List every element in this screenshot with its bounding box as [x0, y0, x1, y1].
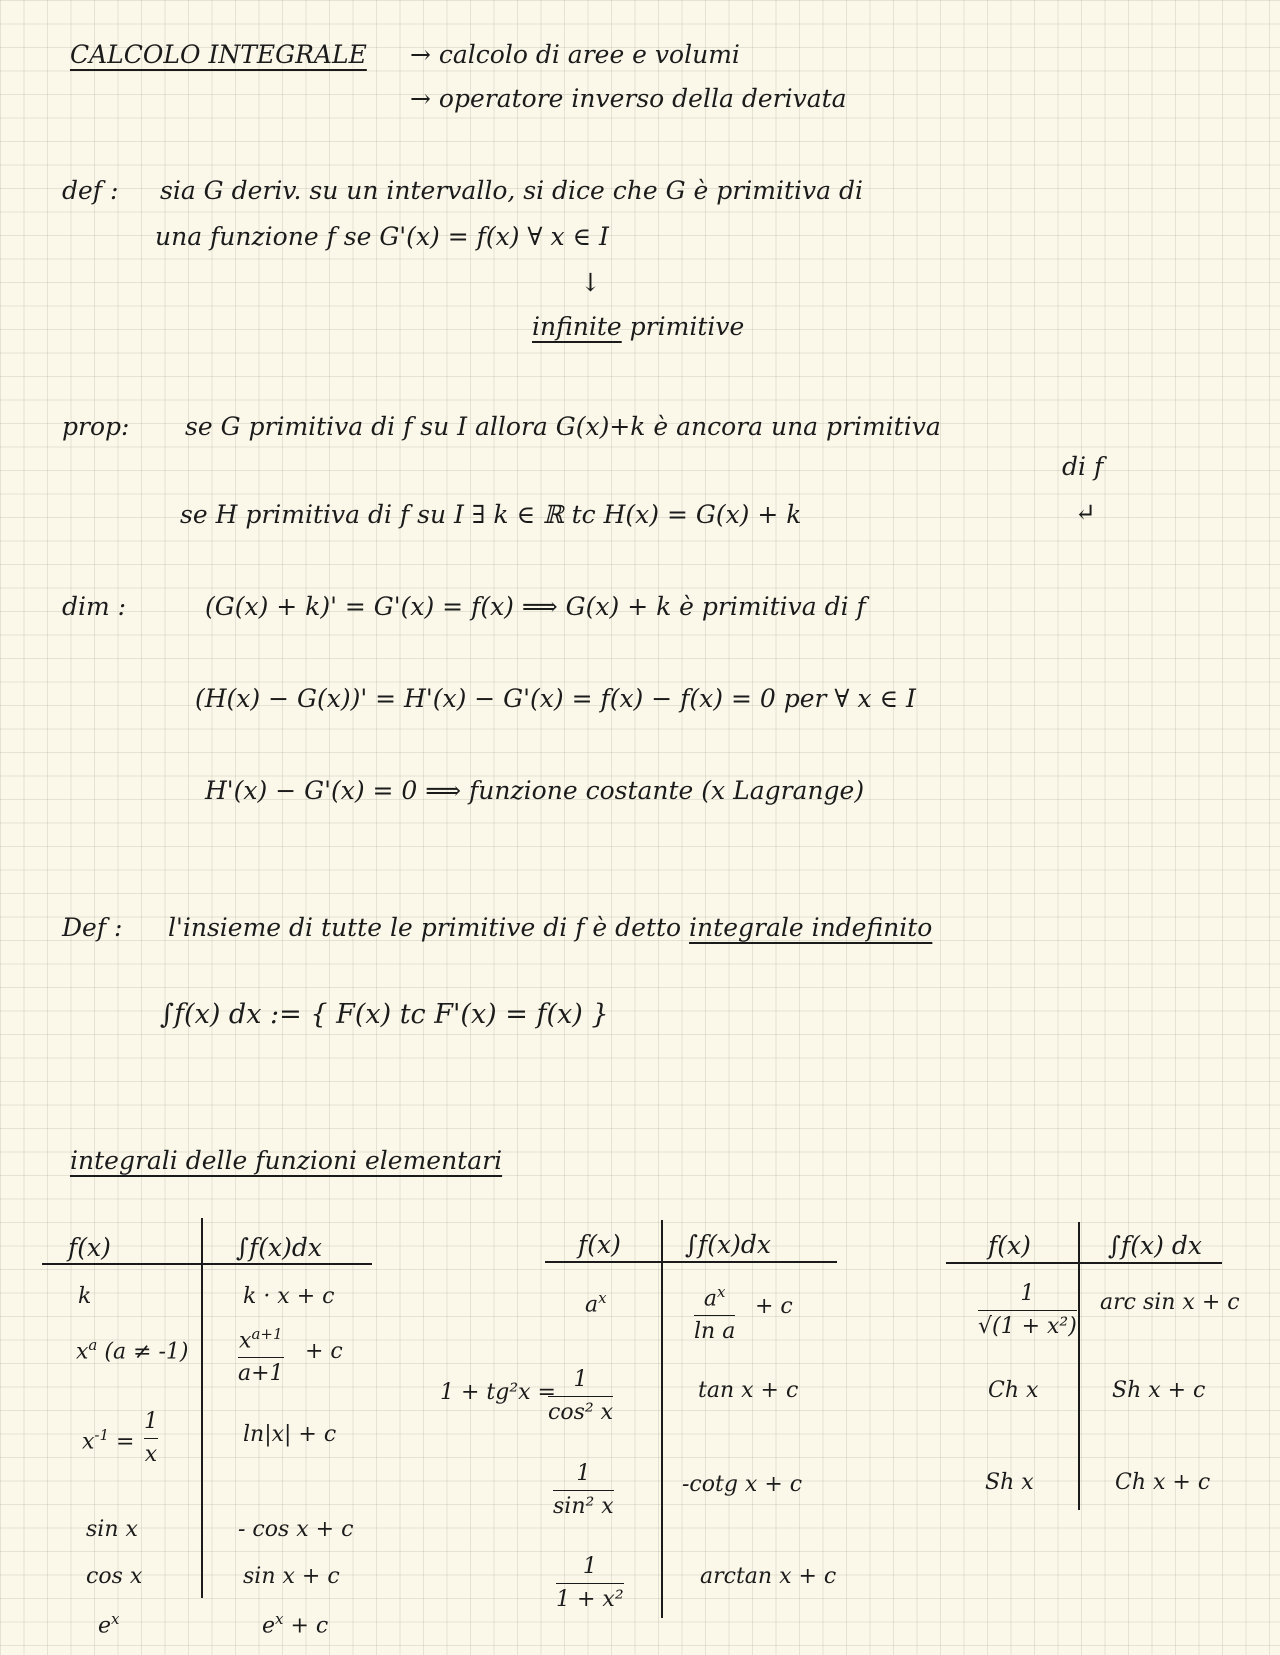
t2-cot-frac-bar: [553, 1490, 614, 1491]
page-title: CALCOLO INTEGRALE: [70, 40, 367, 69]
prop-label: prop:: [62, 412, 130, 441]
table1-column-rule: [201, 1218, 203, 1598]
t1-cos-int: sin x + c: [243, 1564, 340, 1589]
t1-exp-int-rest: + c: [283, 1613, 329, 1639]
t1-exp-base: e: [98, 1613, 112, 1639]
def-label: def :: [62, 176, 119, 205]
prop-line-1b: di f: [1062, 452, 1104, 481]
t2-tan-prefix: 1 + tg²x =: [440, 1380, 556, 1405]
prop-line-2: se H primitiva di f su I ∃ k ∈ ℝ tc H(x) = G(x) + k: [180, 500, 802, 529]
t3-asin-frac-bar: [978, 1310, 1077, 1311]
def2-text: l'insieme di tutte le primitive di f è detto: [168, 913, 682, 942]
primitive-word: primitive: [629, 312, 745, 341]
def2-label: Def :: [62, 913, 123, 942]
def-line-1: sia G deriv. su un intervallo, si dice che G è primitiva di: [160, 176, 863, 205]
t2-atan-frac-bar: [556, 1583, 624, 1584]
t2-ax-den: ln a: [694, 1319, 736, 1345]
t2-ax-num: a: [703, 1286, 717, 1312]
t1-pow-num-exp: a+1: [251, 1325, 283, 1343]
table2-col-int: ∫f(x)dx: [685, 1230, 771, 1259]
t3-sh: Sh x: [985, 1470, 1034, 1495]
t1-k-int: k · x + c: [243, 1284, 335, 1309]
t2-cot-num: 1: [576, 1461, 591, 1486]
t2-ax-plus-c: + c: [755, 1294, 793, 1319]
t1-inv-int: ln|x| + c: [243, 1422, 337, 1447]
t3-ch: Ch x: [988, 1378, 1039, 1403]
proof-line-1: (G(x) + k)' = G'(x) = f(x) ⟹ G(x) + k è primitiva di f: [205, 592, 866, 621]
table1-col-int: ∫f(x)dx: [236, 1233, 322, 1262]
proof-line-2: (H(x) − G(x))' = H'(x) − G'(x) = f(x) − f(x) = 0 per ∀ x ∈ I: [195, 684, 916, 713]
header-arrow-areas: → calcolo di aree e volumi: [410, 40, 740, 69]
t2-ax-base: a: [585, 1292, 599, 1318]
t2-tan-frac-bar: [548, 1396, 613, 1397]
t2-ax-frac-bar: [694, 1315, 735, 1316]
t1-inv-base: x: [82, 1429, 95, 1455]
t3-asin-int: arc sin x + c: [1100, 1290, 1240, 1315]
t1-sin: sin x: [86, 1517, 138, 1542]
t1-pow-plus-c: + c: [305, 1339, 343, 1364]
t2-cot-int: -cotg x + c: [682, 1472, 803, 1497]
header-arrow-inverse: → operatore inverso della derivata: [410, 84, 847, 113]
t1-pow-den: a+1: [238, 1361, 284, 1387]
t1-exp-int-base: e: [262, 1613, 276, 1639]
t2-tan-den: cos² x: [548, 1400, 614, 1425]
infinite-word: infinite: [532, 312, 622, 341]
t1-pow-exp: a: [88, 1336, 98, 1354]
t2-atan-int: arctan x + c: [700, 1564, 837, 1589]
t1-pow-base: x: [76, 1339, 89, 1365]
t2-atan-den: 1 + x²: [556, 1587, 624, 1612]
t1-pow-frac-bar: [238, 1357, 284, 1358]
table1-col-f: f(x): [68, 1233, 111, 1262]
table3-col-int: ∫f(x) dx: [1108, 1231, 1202, 1260]
t2-tan-int: tan x + c: [698, 1378, 799, 1403]
table2-header-rule: [545, 1261, 837, 1263]
elementary-heading: integrali delle funzioni elementari: [70, 1146, 503, 1175]
table1-header-rule: [42, 1263, 372, 1265]
t2-ax-exp: x: [598, 1289, 607, 1307]
down-arrow: ↓: [580, 268, 601, 297]
t3-sh-int: Ch x + c: [1115, 1470, 1211, 1495]
t1-inv-eq: =: [116, 1429, 135, 1455]
dim-label: dim :: [62, 592, 127, 621]
t1-sin-int: - cos x + c: [238, 1517, 354, 1542]
def2-underlined: integrale indefinito: [689, 913, 933, 942]
t1-pow-cond: (a ≠ -1): [104, 1339, 189, 1365]
table3-col-f: f(x): [988, 1231, 1031, 1260]
table2-column-rule: [661, 1220, 663, 1618]
indefinite-integral-formula: ∫f(x) dx := { F(x) tc F'(x) = f(x) }: [160, 999, 609, 1030]
t3-asin-num: 1: [1020, 1281, 1035, 1306]
hook-arrow: ↵: [1075, 498, 1096, 527]
t1-exp-int-exp: x: [275, 1610, 284, 1628]
t1-inv-frac-bar: [144, 1438, 158, 1439]
table2-col-f: f(x): [578, 1230, 621, 1259]
t2-tan-num: 1: [573, 1367, 588, 1392]
t2-atan-num: 1: [582, 1554, 597, 1579]
t1-inv-den: x: [144, 1442, 158, 1467]
proof-line-3: H'(x) − G'(x) = 0 ⟹ funzione costante (x Lagrange): [205, 776, 865, 805]
t3-ch-int: Sh x + c: [1112, 1378, 1206, 1403]
def-line-2: una funzione f se G'(x) = f(x) ∀ x ∈ I: [155, 222, 609, 251]
t1-pow-num: x: [239, 1328, 252, 1354]
t1-inv-exp: -1: [94, 1426, 110, 1444]
prop-line-1: se G primitiva di f su I allora G(x)+k è ancora una primitiva: [185, 412, 941, 441]
t2-cot-den: sin² x: [553, 1494, 614, 1519]
t1-inv-num: 1: [144, 1409, 158, 1434]
t1-cos: cos x: [86, 1564, 143, 1589]
table3-header-rule: [946, 1262, 1222, 1264]
table3-column-rule: [1078, 1222, 1080, 1510]
t3-asin-den: √(1 + x²): [978, 1314, 1077, 1339]
t2-ax-num-exp: x: [716, 1283, 726, 1301]
t1-k: k: [78, 1284, 92, 1309]
t1-exp-exp: x: [111, 1610, 120, 1628]
